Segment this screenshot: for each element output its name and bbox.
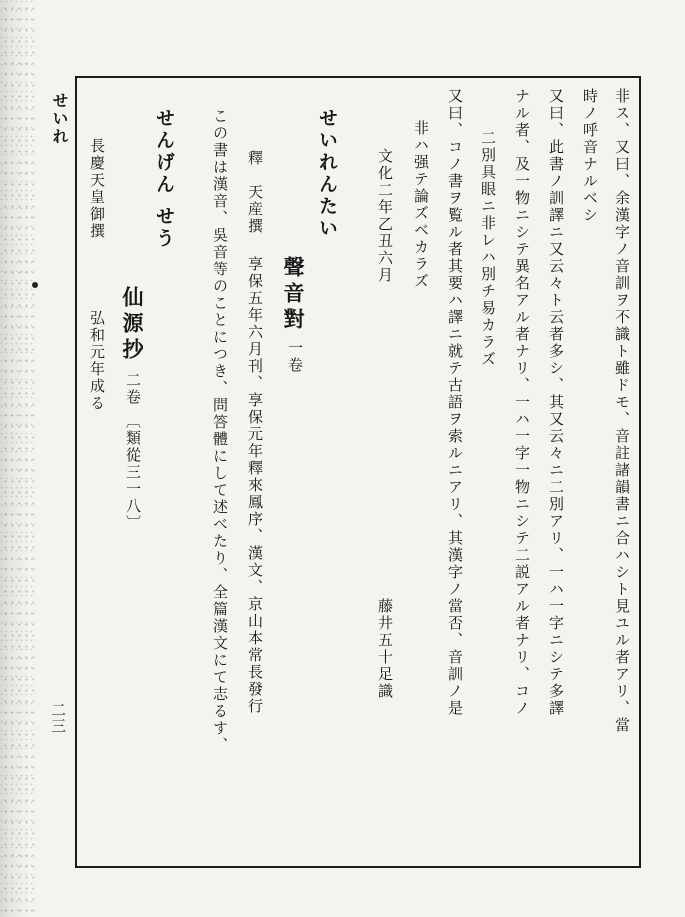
text-column-4: ナル者、及一物ニシテ異名アル者ナリ、一ハ一字一物ニシテ二説アル者ナリ、コノ: [513, 88, 531, 717]
entry-volumes-seionsai: 一卷: [286, 340, 304, 374]
description-seionsai: この書は漢音、吳音等のことにつき、問答體にして述べたり、全篇漢文にて志るす、: [211, 108, 229, 754]
text-column-7: 非ハ强テ論ズベカラズ: [412, 120, 430, 290]
entry-heading-seirentai: せいれんたい: [316, 108, 338, 240]
signature-line: 藤井五十足識: [376, 598, 394, 700]
entry-title-sengensho: 仙源抄: [120, 286, 145, 364]
text-frame: [75, 76, 641, 868]
author-line-sengensho: 長慶天皇御撰: [88, 138, 106, 240]
margin-mark: [32, 282, 38, 288]
text-column-3: 又曰、此書ノ訓譯ニ又云々ト云者多シ、其又云々ニ二別アリ、一ハ一字ニシテ多譯: [547, 88, 565, 717]
entry-title-seionsai: 聲音對: [281, 256, 306, 334]
text-column-1: 非ス、又曰、余漢字ノ音訓ヲ不識ト雖ドモ、音註諸韻書ニ合ハシト見ユル者アリ、當: [613, 88, 631, 734]
author-line-seionsai: 釋 天産撰: [246, 150, 264, 235]
gutter-texture: [0, 0, 34, 917]
entry-heading-sengensho: せんげん せう: [153, 108, 175, 250]
completion-line-sengensho: 弘和元年成る: [88, 310, 106, 412]
page-number: 二三: [49, 702, 67, 734]
text-column-5: 二別具眼ニ非レハ別チ易カラズ: [479, 130, 497, 368]
date-line: 文化二年乙丑六月: [376, 148, 394, 284]
text-column-6: 又曰、コノ書ヲ覧ル者其要ハ譯ニ就テ古語ヲ索ルニアリ、其漢字ノ當否、音訓ノ是: [446, 88, 464, 717]
running-head: せいれ: [50, 92, 69, 146]
entry-volumes-sengensho: 二卷 〔類從三一八〕: [124, 372, 142, 532]
publication-line-seionsai: 享保五年六月刊、享保元年釋來鳳序、漢文、京山本常長發行: [246, 256, 264, 715]
text-column-2: 時ノ呼音ナルベシ: [581, 88, 599, 224]
